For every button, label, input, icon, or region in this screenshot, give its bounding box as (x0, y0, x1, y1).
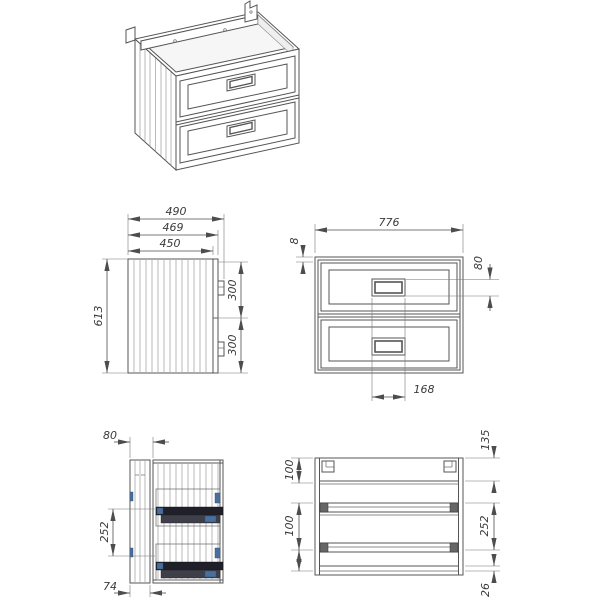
dim-mid-offset-label: 100 (283, 515, 296, 537)
dim-bottom-rail-label: 26 (479, 583, 492, 597)
dim-top-offset-label: 100 (283, 459, 296, 481)
dim-rear-slide-spacing-label: 252 (478, 515, 491, 537)
dim-height-label: 613 (92, 305, 105, 327)
dim-handle-height-label: 80 (472, 256, 485, 270)
dim-slide-spacing-label: 252 (98, 521, 111, 543)
front-elevation-view (288, 216, 499, 401)
isometric-view (126, 1, 299, 170)
dim-front-offset-label: 80 (103, 429, 117, 442)
dim-bracket-zone-label: 135 (479, 429, 492, 451)
dim-drawer-bottom-label: 300 (226, 334, 239, 356)
dim-top-gap-label: 8 (288, 237, 301, 245)
dim-depth-overall-label: 490 (165, 205, 187, 218)
dim-panel-depth-label: 74 (103, 580, 117, 593)
side-elevation-view (92, 205, 248, 373)
dim-depth-body-label: 450 (159, 237, 181, 250)
dim-handle-width-label: 168 (413, 383, 435, 396)
side-section-view (98, 429, 223, 597)
rear-elevation-view (283, 430, 500, 598)
dim-drawer-top-label: 300 (226, 279, 239, 301)
dim-width-label: 776 (378, 216, 400, 229)
dim-depth-front-label: 469 (162, 221, 184, 234)
